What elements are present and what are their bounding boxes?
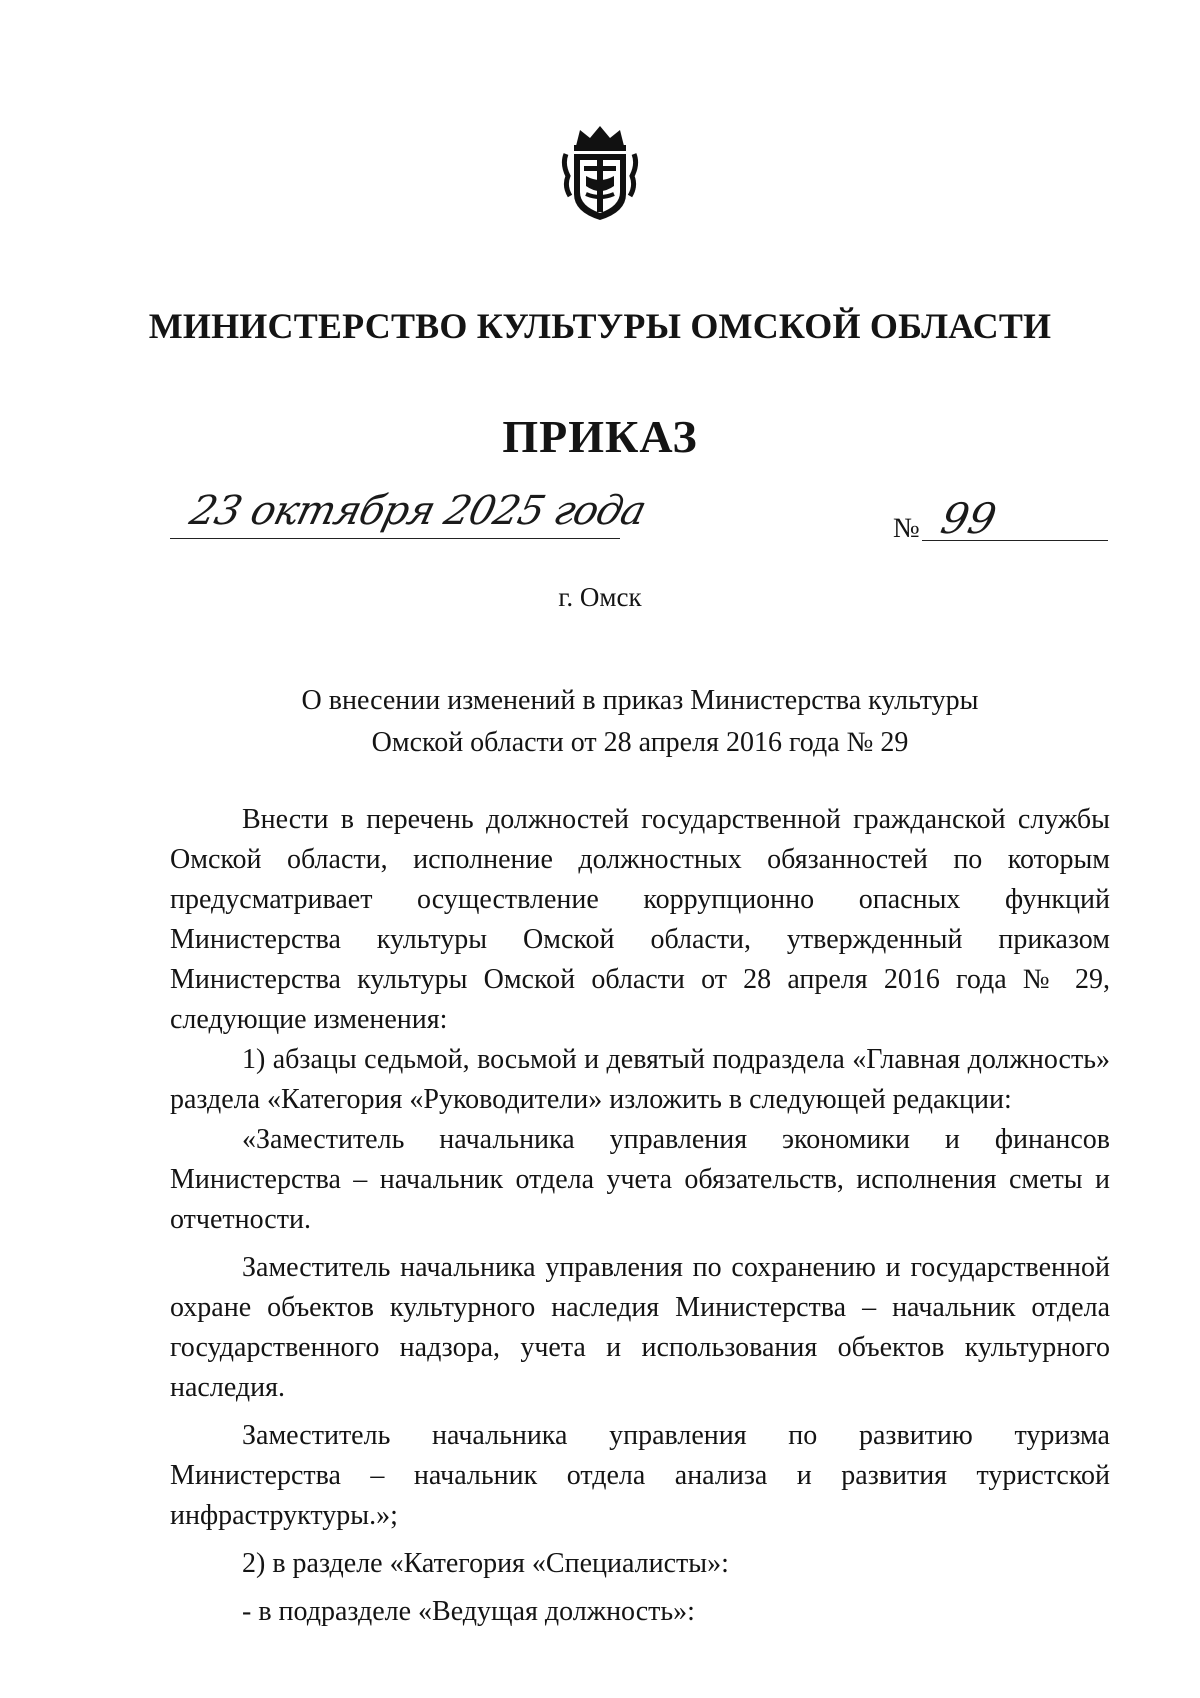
ministry-title: МИНИСТЕРСТВО КУЛЬТУРЫ ОМСКОЙ ОБЛАСТИ [148,306,1052,346]
document-body [170,800,1110,1632]
date-underline [170,538,620,539]
number-underline [922,540,1108,541]
body-paragraph-6: 2) в разделе «Категория «Специалисты»: [242,1548,729,1579]
omsk-coat-of-arms-icon [560,124,640,222]
subject-line-2: Омской области от 28 апреля 2016 года № 29 [371,727,909,758]
body-paragraph-5: Заместитель начальника управления по развитию туризма Министерства – начальник отдела анализа и развития туристской инфраструктуры.»; [170,1420,1110,1531]
body-paragraph-7: - в подразделе «Ведущая должность»: [242,1596,695,1627]
handwritten-number: 99 [936,494,1001,543]
handwritten-date: 23 октября 2025 года [185,488,651,534]
number-sign: № [893,513,920,544]
body-paragraph-4: Заместитель начальника управления по сохранению и государственной охране объектов культурного наследия Министерства – начальник отдела государственного надзора, учета и использования объектов культурного наследия. [170,1252,1110,1403]
city-label: г. Омск [558,582,642,612]
body-paragraph-1: Внести в перечень должностей государственной гражданской службы Омской области, исполнение должностных обязанностей по которым предусматривает осуществление коррупционно опасных функций Министерства культуры Омской области, утвержденный приказом Министерства культуры Омской области от 28 апреля 2016 года № 29, следующие изменения: [170,804,1110,1035]
document-subject [170,680,1110,764]
subject-line-1: О внесении изменений в приказ Министерства культуры [301,685,979,716]
body-paragraph-3: «Заместитель начальника управления экономики и финансов Министерства – начальник отдела учета обязательств, исполнения сметы и отчетности. [170,1124,1110,1235]
body-paragraph-2: 1) абзацы седьмой, восьмой и девятый подраздела «Главная должность» раздела «Категория «Руководители» изложить в следующей редакции: [170,1044,1110,1115]
document-type-title: ПРИКАЗ [502,411,698,462]
